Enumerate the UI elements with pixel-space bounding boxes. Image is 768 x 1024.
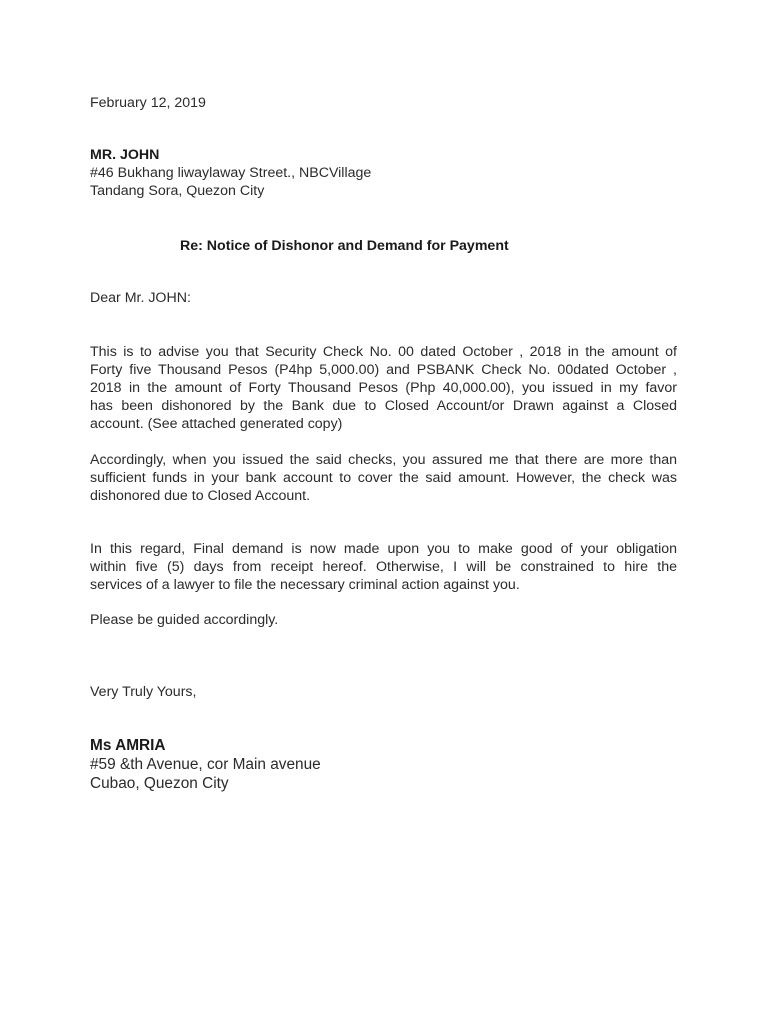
recipient-address-line-1: #46 Bukhang liwaylaway Street., NBCVillage	[90, 165, 372, 181]
sender-name: Ms AMRIA	[90, 737, 166, 754]
paragraph-line: In this regard, Final demand is now made upon you to make good of your obligation	[90, 541, 677, 557]
recipient-address-line-2: Tandang Sora, Quezon City	[90, 183, 265, 199]
letter-date: February 12, 2019	[90, 95, 206, 111]
paragraph-line: within five (5) days from receipt hereof. Otherwise, I will be constrained to hire the	[90, 559, 677, 575]
paragraph-line: has been dishonored by the Bank due to Closed Account/or Drawn against a Closed	[90, 398, 677, 414]
paragraph-final-demand	[90, 540, 677, 594]
closing: Very Truly Yours,	[90, 684, 197, 700]
paragraph-line: Forty five Thousand Pesos (P4hp 5,000.00) and PSBANK Check No. 00dated October ,	[90, 362, 677, 378]
paragraph-guided: Please be guided accordingly.	[90, 612, 279, 628]
sender-address-line-1: #59 &th Avenue, cor Main avenue	[90, 756, 321, 773]
paragraph-line: This is to advise you that Security Check No. 00 dated October , 2018 in the amount of	[90, 344, 677, 360]
salutation: Dear Mr. JOHN:	[90, 290, 191, 306]
paragraph-line: Accordingly, when you issued the said checks, you assured me that there are more than	[90, 452, 677, 468]
sender-address-line-2: Cubao, Quezon City	[90, 775, 229, 792]
paragraph-line: services of a lawyer to file the necessary criminal action against you.	[90, 577, 520, 593]
paragraph-accordingly	[90, 451, 677, 505]
paragraph-line: dishonored due to Closed Account.	[90, 488, 311, 504]
letter-subject: Re: Notice of Dishonor and Demand for Payment	[180, 238, 509, 254]
paragraph-line: 2018 in the amount of Forty Thousand Pesos (Php 40,000.00), you issued in my favor	[90, 380, 677, 396]
paragraph-line: account. (See attached generated copy)	[90, 416, 343, 432]
recipient-name: MR. JOHN	[90, 147, 160, 163]
paragraph-notice	[90, 343, 677, 433]
paragraph-line: sufficient funds in your bank account to cover the said amount. However, the check was	[90, 470, 677, 486]
